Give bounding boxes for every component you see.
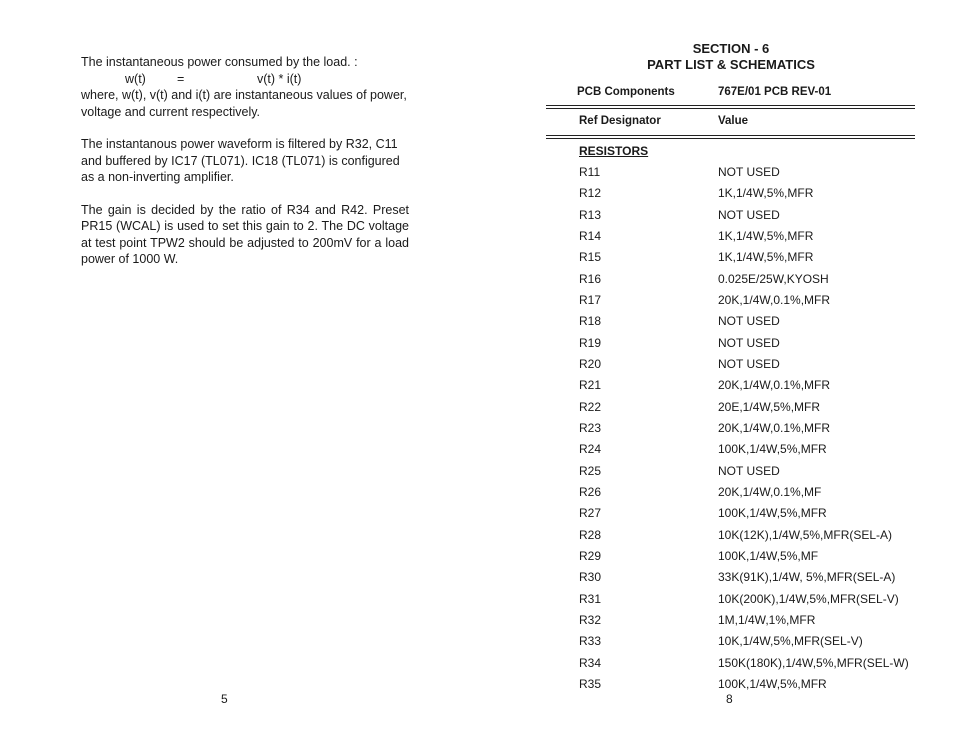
ref-designator: R11 bbox=[579, 165, 601, 179]
part-value: 20E,1/4W,5%,MFR bbox=[718, 399, 821, 414]
part-value: 1M,1/4W,1%,MFR bbox=[718, 612, 816, 627]
part-row bbox=[579, 162, 919, 183]
equation-equals: = bbox=[177, 71, 185, 86]
where-text: where, w(t), v(t) and i(t) are instantaneous values of power, voltage and current respectively. bbox=[81, 88, 407, 119]
part-value: 20K,1/4W,0.1%,MFR bbox=[718, 292, 831, 307]
ref-designator: R20 bbox=[579, 356, 602, 371]
part-value: 33K(91K),1/4W, 5%,MFR(SEL-A) bbox=[718, 570, 896, 585]
part-row bbox=[579, 653, 919, 674]
page-number-left: 5 bbox=[221, 692, 228, 706]
ref-designator: R15 bbox=[579, 250, 602, 265]
part-row bbox=[579, 333, 919, 354]
ref-designator: R31 bbox=[579, 591, 602, 606]
paragraph-gain: The gain is decided by the ratio of R34 and R42. Preset PR15 (WCAL) is used to set this gain to 2. The DC voltage at test point TPW2 should be adjusted to 200mV for a load power of 1000 W. bbox=[81, 202, 409, 266]
part-row bbox=[579, 610, 919, 631]
ref-designator: R21 bbox=[579, 378, 602, 393]
part-value: NOT USED bbox=[718, 463, 780, 478]
part-row bbox=[579, 290, 919, 311]
part-row bbox=[579, 439, 919, 460]
ref-designator: R26 bbox=[579, 484, 602, 499]
ref-designator: R16 bbox=[579, 271, 602, 286]
ref-designator: R19 bbox=[579, 335, 602, 350]
part-row bbox=[579, 589, 919, 610]
part-row bbox=[579, 247, 919, 268]
part-value: 10K(200K),1/4W,5%,MFR(SEL-V) bbox=[718, 591, 899, 606]
part-value: 20K,1/4W,0.1%,MFR bbox=[718, 378, 831, 393]
ref-designator: R27 bbox=[579, 506, 602, 521]
section-title: PART LIST & SCHEMATICS bbox=[647, 57, 815, 72]
part-value: 10K(12K),1/4W,5%,MFR(SEL-A) bbox=[718, 527, 893, 542]
page-number-right: 8 bbox=[726, 692, 733, 706]
part-value: 1K,1/4W,5%,MFR bbox=[718, 228, 814, 243]
part-row bbox=[579, 461, 919, 482]
part-value: NOT USED bbox=[718, 356, 780, 371]
ref-designator: R30 bbox=[579, 570, 602, 585]
part-row bbox=[579, 226, 919, 247]
part-row bbox=[579, 482, 919, 503]
equation-rhs: v(t) * i(t) bbox=[257, 71, 302, 86]
column-header-ref: Ref Designator bbox=[579, 115, 661, 127]
ref-designator: R17 bbox=[579, 292, 602, 307]
pcb-revision-label: 767E/01 PCB REV-01 bbox=[718, 86, 832, 98]
resistors-heading: RESISTORS bbox=[579, 144, 649, 158]
double-rule-bottom bbox=[546, 135, 915, 139]
part-row bbox=[579, 567, 919, 588]
part-row bbox=[579, 418, 919, 439]
part-value: NOT USED bbox=[718, 335, 780, 350]
section-number: SECTION - 6 bbox=[692, 41, 770, 56]
double-rule-top bbox=[546, 105, 915, 109]
ref-designator: R25 bbox=[579, 463, 602, 478]
ref-designator: R18 bbox=[579, 314, 602, 329]
part-row bbox=[579, 546, 919, 567]
part-value: 1K,1/4W,5%,MFR bbox=[718, 250, 814, 265]
part-value: NOT USED bbox=[718, 165, 780, 179]
part-value: 1K,1/4W,5%,MFR bbox=[718, 186, 814, 201]
part-row bbox=[579, 354, 919, 375]
paragraph-filter: The instantanous power waveform is filtered by R32, C11 and buffered by IC17 (TL071). IC18 (TL071) is configured as a non-inverting amplifier. bbox=[81, 137, 400, 184]
ref-designator: R24 bbox=[579, 442, 602, 457]
part-row bbox=[579, 525, 919, 546]
ref-designator: R22 bbox=[579, 399, 602, 414]
ref-designator: R28 bbox=[579, 527, 602, 542]
part-row bbox=[579, 311, 919, 332]
ref-designator: R14 bbox=[579, 228, 602, 243]
part-value: 100K,1/4W,5%,MFR bbox=[718, 676, 827, 691]
pcb-components-label: PCB Components bbox=[577, 86, 675, 98]
part-value: 100K,1/4W,5%,MFR bbox=[718, 506, 827, 521]
ref-designator: R33 bbox=[579, 634, 602, 649]
part-row bbox=[579, 503, 919, 524]
section-heading bbox=[546, 41, 916, 73]
part-row bbox=[579, 183, 919, 204]
part-row bbox=[579, 674, 919, 695]
ref-designator: R32 bbox=[579, 612, 602, 627]
column-header-value: Value bbox=[718, 115, 749, 127]
intro-text: The instantaneous power consumed by the load. : bbox=[81, 55, 358, 69]
part-value: 10K,1/4W,5%,MFR(SEL-V) bbox=[718, 634, 863, 649]
part-value: NOT USED bbox=[718, 314, 780, 329]
power-equation bbox=[81, 71, 409, 88]
part-row bbox=[579, 397, 919, 418]
part-value: NOT USED bbox=[718, 207, 780, 222]
ref-designator: R29 bbox=[579, 548, 602, 563]
ref-designator: R34 bbox=[579, 655, 602, 670]
part-value: 20K,1/4W,0.1%,MF bbox=[718, 484, 822, 499]
part-value: 20K,1/4W,0.1%,MFR bbox=[718, 420, 831, 435]
equation-lhs: w(t) bbox=[125, 71, 146, 86]
ref-designator: R35 bbox=[579, 676, 602, 691]
ref-designator: R12 bbox=[579, 186, 602, 201]
part-value: 150K(180K),1/4W,5%,MFR(SEL-W) bbox=[718, 655, 909, 670]
part-value: 100K,1/4W,5%,MFR bbox=[718, 442, 827, 457]
left-page-text bbox=[81, 54, 409, 268]
part-row bbox=[579, 375, 919, 396]
parts-list bbox=[579, 162, 919, 695]
part-row bbox=[579, 205, 919, 226]
ref-designator: R13 bbox=[579, 207, 602, 222]
part-value: 100K,1/4W,5%,MF bbox=[718, 548, 819, 563]
ref-designator: R23 bbox=[579, 420, 602, 435]
part-row bbox=[579, 269, 919, 290]
part-value: 0.025E/25W,KYOSH bbox=[718, 271, 829, 286]
part-row bbox=[579, 631, 919, 652]
